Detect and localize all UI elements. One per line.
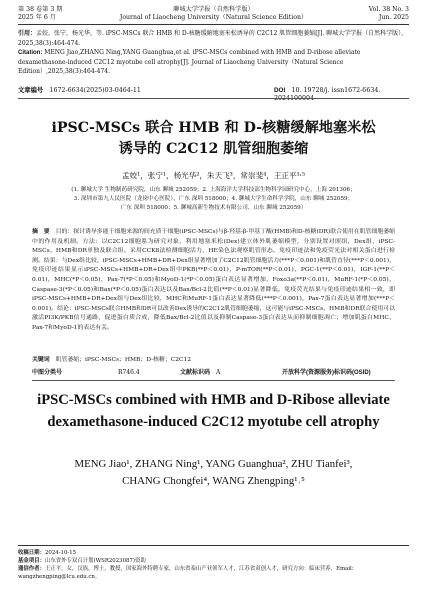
clc-label-text: 中图分类号 — [32, 370, 63, 376]
author-label: 通信作者： — [18, 566, 45, 572]
journal-name-cn: 聊城大学学报（自然科学版） — [173, 6, 254, 13]
affiliations — [24, 186, 403, 214]
doc-code — [180, 368, 220, 378]
volume-issue: 第 38 卷第 3 期 — [18, 6, 63, 13]
title-en — [0, 389, 427, 433]
issue-date-en: Jun. 2025 — [378, 14, 409, 21]
title-en-line-1: iPSC-MSCs combined with HMB and D-Ribose alleviate — [37, 392, 390, 408]
article-number — [18, 87, 141, 95]
volume-issue-en: Vol. 38 No. 3 — [368, 6, 409, 13]
classification-rule — [32, 380, 395, 381]
keywords-cn — [32, 356, 395, 365]
citation-block — [18, 29, 409, 76]
received-label: 收稿日期： — [18, 550, 45, 556]
journal-name-en: Journal of Liaocheng University（Natural Science Edition） — [119, 14, 308, 21]
received-date — [18, 549, 409, 557]
doc-code-value: A — [216, 369, 221, 376]
author-value: 王正平，女，汉族，博士，教授，国家海外特聘专家，山东省泰山产业领军人才，江苏省双创人才，研究方向：临床营养，Email: wangzhengping@lcu.edu.cn。 — [18, 566, 354, 580]
fund — [18, 557, 409, 565]
citation-en-label: Citation: — [18, 50, 43, 56]
authors-en — [0, 456, 427, 490]
keywords-label: 关键词 — [32, 357, 50, 363]
affiliation-line: 广东 深圳 518000；5. 聊城高新生物技术有限公司，山东 聊城 252059） — [120, 205, 307, 212]
footnote — [18, 545, 409, 581]
meta-rule — [18, 98, 409, 99]
doi-value[interactable]: 10. 19728/j. issn1672-6634. 2024100004 — [274, 87, 381, 102]
osid-label: 开放科学(资源服务)标识码(OSID) — [282, 370, 371, 376]
corresponding-author — [18, 565, 409, 581]
authors-en-line-2: CHANG Chongfei⁴, WANG Zhengping¹˒⁵ — [122, 475, 305, 487]
journal-name — [18, 6, 409, 22]
volume-info-en — [369, 6, 409, 22]
doi[interactable] — [274, 87, 409, 103]
keywords-text: 肌管萎缩；iPSC-MSCs；HMB；D-核糖；C2C12 — [55, 357, 192, 363]
header-rule — [18, 24, 409, 25]
abstract-text: 目的：探讨诱导多能干细胞来源的间充质干细胞(iPSC-MSCs)与β-羟基-β-甲基丁酸(HMB)和D-核糖(DR)联合使用在肌管细胞萎缩中的作用及机制。方法：以C2C12细胞系为研究对象，利用地塞米松(Dex)建立体外肌萎缩模型，分别设置对照组，Dex组，iPSC-MSCs、HMB和DR单独及联合组。采用CCK8法检测细胞活力，HE染色法观察肌管形态，免疫印迹法和免疫荧光法对相关蛋白进行检测。结果：与Dex组比较，iPSC-MSCs+HMB+DR+Dex组显著增加了C2C12肌管细胞活力(***P＜0.001)和肌管直径(***P＜0.001)，免疫印迹结果显示iPSC-MSCs+HMB+DR+Dex组中PKB(**P＜0.01)，P-mTOR(**P＜0.01)，PGC-1(**P＜0.01)，IGF-1(**P＜0.01)，MHC(*P＜0.05)，Pax-7(*P＜0.05)和MyoD-1(*P＜0.05)蛋白表达显著增加，Foxo3a(**P＜0.01)，MuRF-1(*P＜0.05)，Caspase-3(*P＜0.05)和Bax(*P＜0.05)蛋白表达以及Bax/Bcl-2比值(**P＜0.01)显著降低。免疫荧光结果与免疫印迹结果相一致，即iPSC-MSCs+HMB+DR+Dex组与Dex组比较，MHC和MuRF-1蛋白表达显著降低(***P＜0.001)，Pax-7蛋白表达显著增加(***P＜0.001)。结论：iPSC-MSCs联合HMB和DR可以改善Dex诱导的C2C12肌管细胞萎缩，这可能与iPSC-MSCs、HMB和DR联合使用可以激活PI3K/PKB信号通路，促进蛋白质合成，降低Bax/Bcl-2比值以及抑制Caspase-3蛋白表达从而抑制细胞凋亡；增加肌蛋白MHC、Pax-7和MyoD-1的表达有关。 — [32, 229, 395, 331]
citation-cn-label: 引用： — [18, 31, 37, 37]
issue-date: 2025 年 6 月 — [18, 14, 56, 21]
citation-en — [18, 48, 409, 76]
title-cn-line-2: 诱导的 C2C12 肌管细胞萎缩 — [118, 141, 309, 157]
title-en-line-2: dexamethasone-induced C2C12 myotube cell atrophy — [47, 414, 380, 430]
fund-label: 基金项目： — [18, 558, 45, 564]
authors-cn: 孟姣¹，张宁¹，杨光华²，朱天飞³，常崇斐⁴，王正平¹˒⁵ — [121, 171, 306, 180]
doi-label: DOI — [274, 87, 286, 94]
citation-en-text: MENG Jiao,ZHANG Ning,YANG Guanghua,et al. iPSC-MSCs combined with HMB and D-ribose alleviate dexamethasone-induced C2C12 myotube cell atrophy[J]. Journal of Liaocheng University（Natural Science Edition）,2025,38(3):464-474. — [18, 49, 361, 75]
title-cn — [0, 118, 427, 160]
received-value: 2024-10-15 — [44, 550, 77, 556]
article-number-label: 文章编号 — [18, 87, 44, 94]
citation-cn — [18, 29, 409, 48]
authors-en-line-1: MENG Jiao¹, ZHANG Ning¹, YANG Guanghua², ZHU Tianfei³, — [74, 458, 353, 470]
affiliation-line: (1. 聊城大学 生物制药研究院，山东 聊城 252059；2. 上海海洋大学科技部生物科学园研究中心，上海 201306； — [71, 187, 356, 193]
article-number-value: 1672-6634(2025)03-0464-11 — [49, 87, 141, 94]
citation-cn-text: 孟姣，张宁，杨光华，等. iPSC-MSCs 联合 HMB 和 D-核糖缓解地塞米松诱导的 C2C12 肌管细胞萎缩[J]. 聊城大学学报（自然科学版），2025,38(3):464-474. — [18, 30, 408, 47]
clc-value: R746.4 — [118, 369, 140, 376]
osid — [282, 368, 371, 378]
affiliation-line: 3. 深圳市第九人民医院（龙岗中心医院），广东 深圳 518000；4. 聊城大学生命科学学院，山东 聊城 252059； — [73, 196, 354, 203]
title-cn-line-1: iPSC-MSCs 联合 HMB 和 D-核糖缓解地塞米松 — [51, 120, 376, 136]
fund-value: 山东省外专双百计划(WSR2023087)资助 — [44, 558, 146, 564]
doc-code-label: 文献标识码 — [180, 370, 211, 376]
abstract-label: 摘 要 — [32, 229, 50, 235]
abstract-cn — [32, 228, 395, 334]
clc-label — [32, 368, 62, 378]
